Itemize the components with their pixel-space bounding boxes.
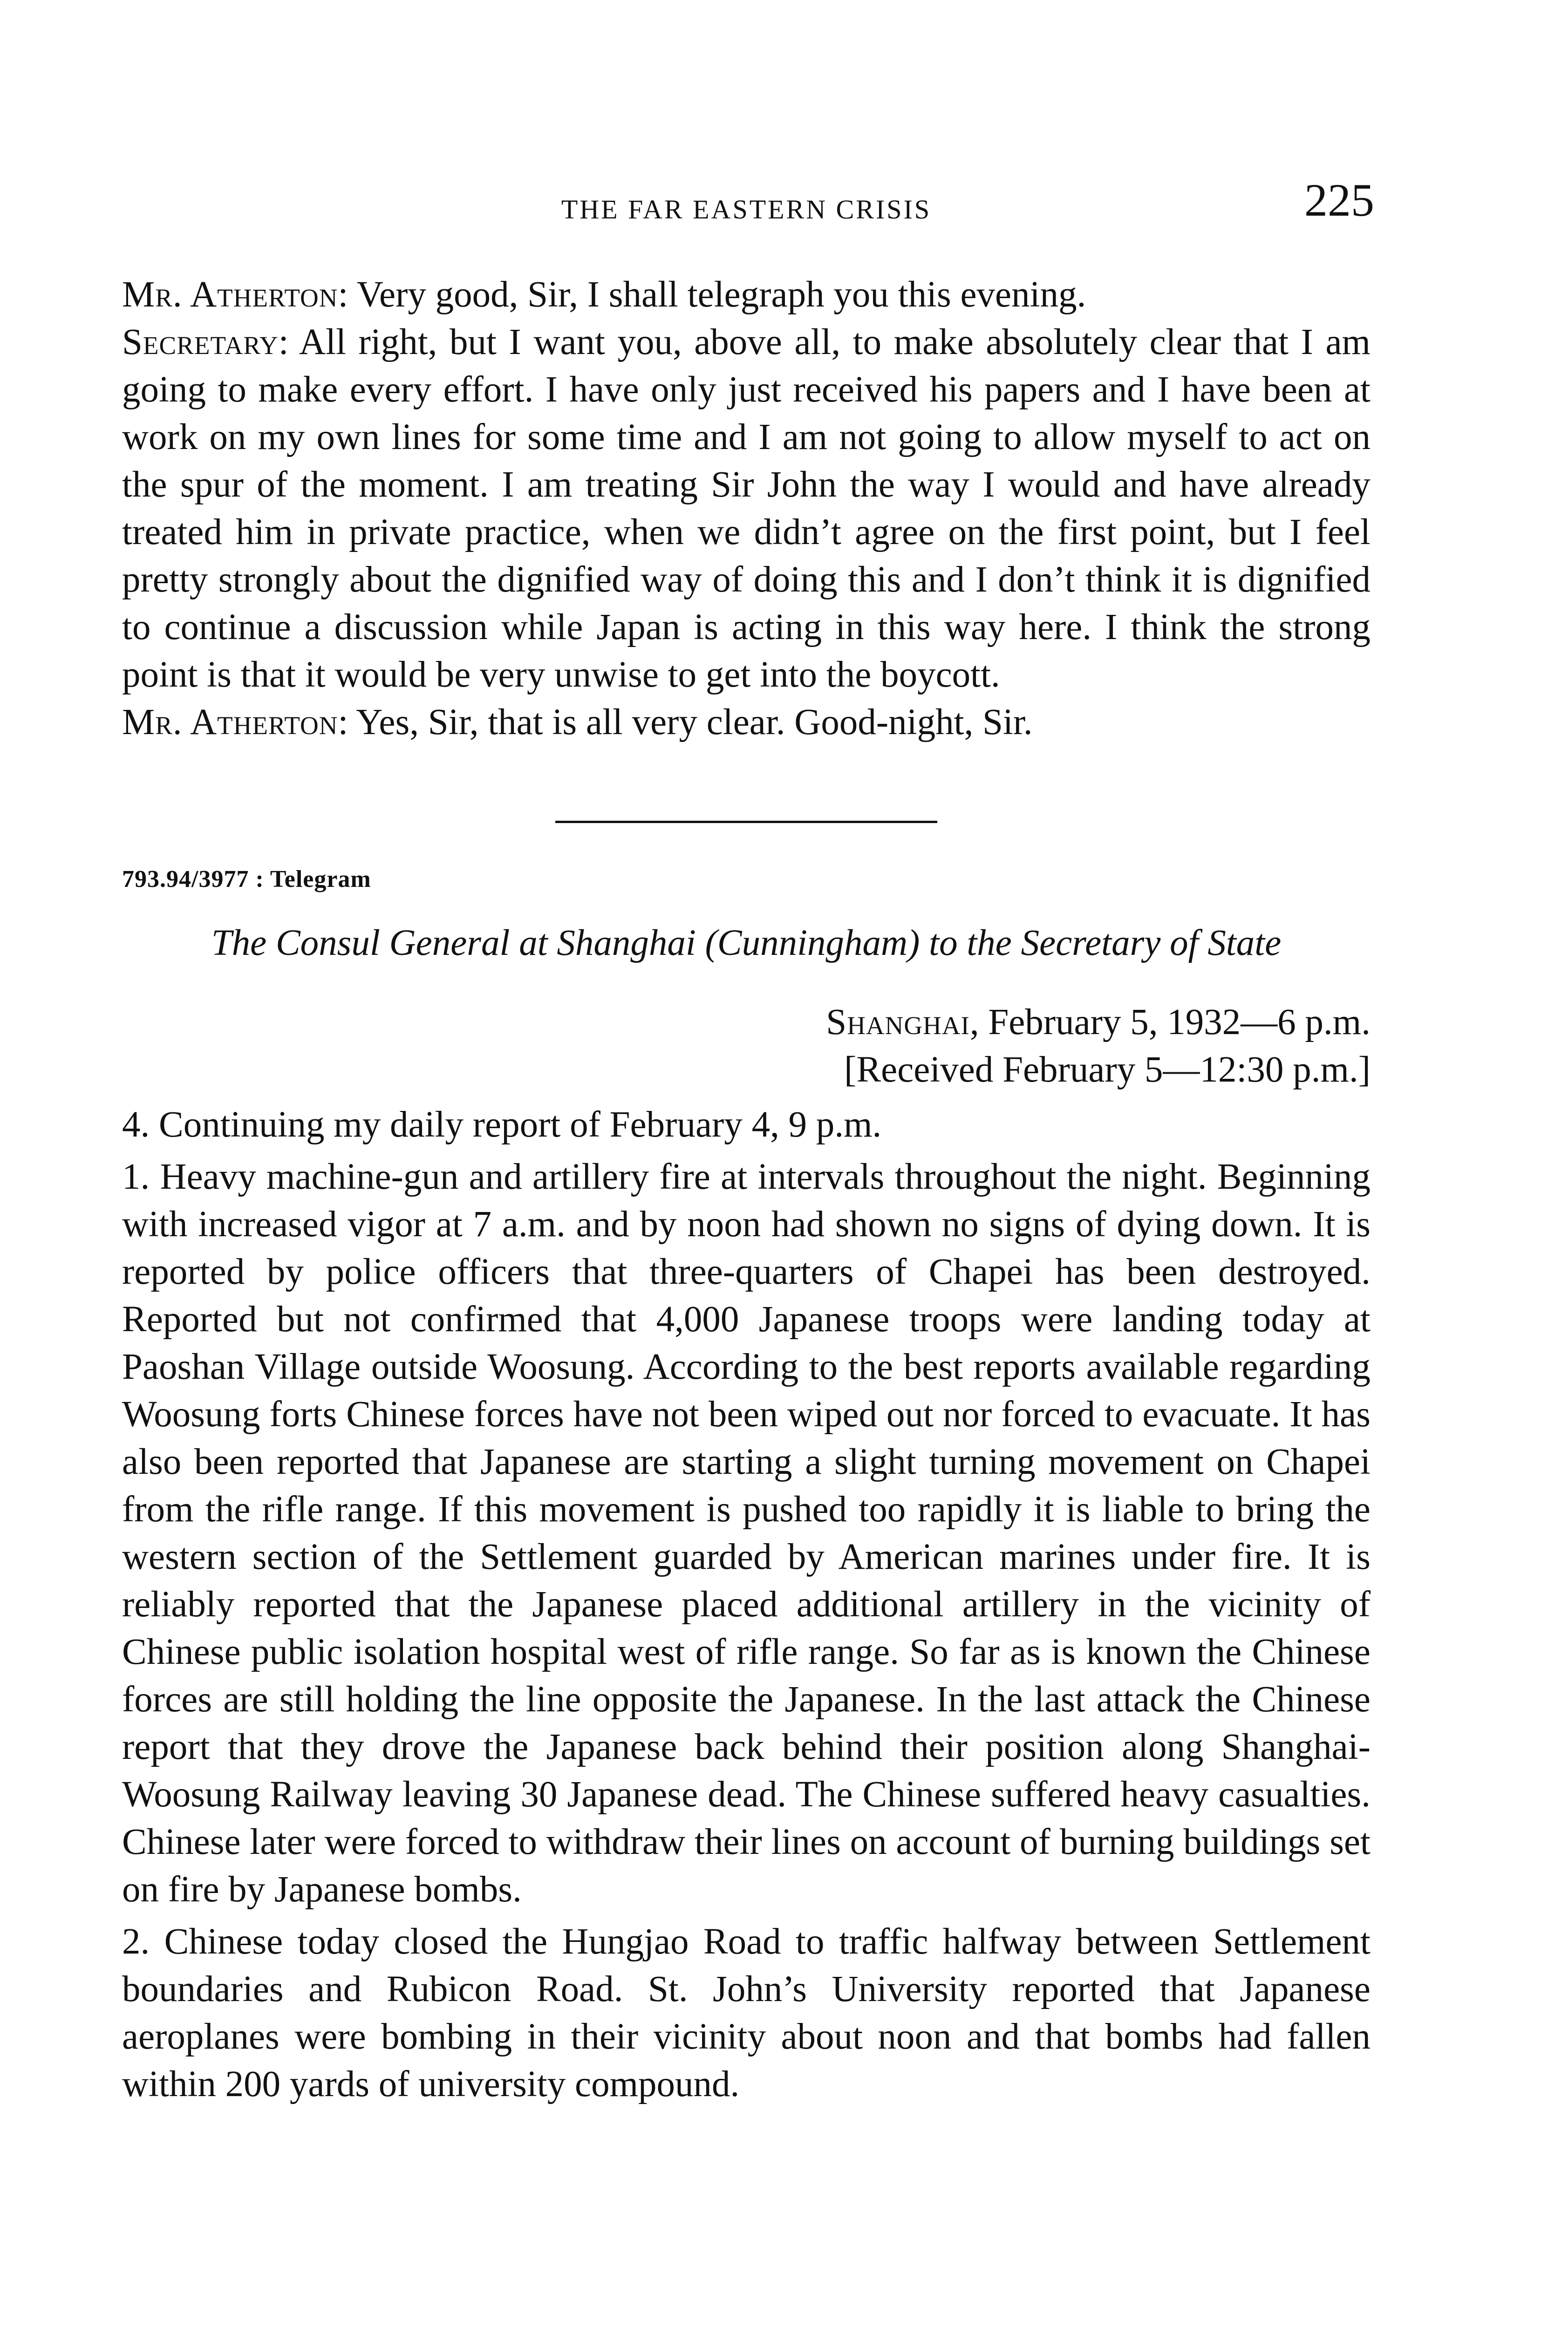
speaker-name: Secretary	[122, 322, 279, 362]
speaker-name: Mr. Atherton	[122, 274, 338, 315]
conversation-line: Mr. Atherton: Yes, Sir, that is all very clear. Good-night, Sir.	[122, 702, 1033, 742]
conversation-line: Secretary: All right, but I want you, above all, to make absolutely clear that I am going to make every effort. I have only just received his papers and I have been at work on my own lines for some time and I am not going to allow myself to act on the spur of the moment. I am treating Sir John the way I would and have already treated him in private practice, when we didn’t agree on the first point, but I feel pretty strongly about the dignified way of doing this and I don’t think it is dignified to continue a discussion while Japan is acting in this way here. I think the strong point is that it would be very unwise to get into the boycott.	[122, 322, 1370, 695]
document-title: The Consul General at Shanghai (Cunningham) to the Secretary of State	[211, 923, 1282, 963]
running-header	[122, 174, 1374, 242]
running-title: THE FAR EASTERN CRISIS	[561, 194, 932, 225]
received-line: [Received February 5—12:30 p.m.]	[844, 1049, 1370, 1090]
document-page	[122, 174, 1374, 2108]
page-number: 225	[1304, 174, 1374, 226]
speech-text: Yes, Sir, that is all very clear. Good-night, Sir.	[356, 702, 1033, 742]
dateline-date: , February 5, 1932—6 p.m.	[969, 1002, 1370, 1042]
intro-paragraph: 4. Continuing my daily report of February 4, 9 p.m.	[122, 1104, 882, 1145]
section-divider	[555, 821, 937, 823]
dateline	[122, 999, 1370, 1046]
speech-text: All right, but I want you, above all, to make absolutely clear that I am going to make every effort. I have only just received his papers and I have been at work on my own lines for some time and I am not going to allow myself to act on the spur of the moment. I am treating Sir John the way I would and have already treated him in private practice, when we didn’t agree on the first point, but I feel pretty strongly about the dignified way of doing this and I don’t think it is dignified to continue a discussion while Japan is acting in this way here. I think the strong point is that it would be very unwise to get into the boycott.	[122, 322, 1370, 695]
dateline-city: Shanghai	[826, 1002, 970, 1042]
conversation-line: Mr. Atherton: Very good, Sir, I shall telegraph you this evening.	[122, 274, 1086, 315]
speech-text: Very good, Sir, I shall telegraph you this evening.	[356, 274, 1086, 315]
speaker-name: Mr. Atherton	[122, 702, 338, 742]
file-reference: 793.94/3977 : Telegram	[122, 866, 371, 892]
body-paragraph: 2. Chinese today closed the Hungjao Road to traffic halfway between Settlement boundaries and Rubicon Road. St. John’s University reported that Japanese aeroplanes were bombing in their vicinity about noon and that bombs had fallen within 200 yards of university compound.	[122, 1921, 1370, 2104]
body-paragraph: 1. Heavy machine-gun and artillery fire at intervals throughout the night. Beginning with increased vigor at 7 a.m. and by noon had shown no signs of dying down. It is reported by police officers that three-quarters of Chapei has been destroyed. Reported but not confirmed that 4,000 Japanese troops were landing today at Paoshan Village outside Woosung. According to the best reports available regarding Woosung forts Chinese forces have not been wiped out nor forced to evacuate. It has also been reported that Japanese are starting a slight turning movement on Chapei from the rifle range. If this movement is pushed too rapidly it is liable to bring the western section of the Settlement guarded by American marines under fire. It is reliably reported that the Japanese placed additional artillery in the vicinity of Chinese public isolation hospital west of rifle range. So far as is known the Chinese forces are still holding the line opposite the Japanese. In the last attack the Chinese report that they drove the Japanese back behind their position along Shanghai-Woosung Railway leaving 30 Japanese dead. The Chinese suffered heavy casualties. Chinese later were forced to withdraw their lines on account of burning buildings set on fire by Japanese bombs.	[122, 1157, 1370, 1910]
